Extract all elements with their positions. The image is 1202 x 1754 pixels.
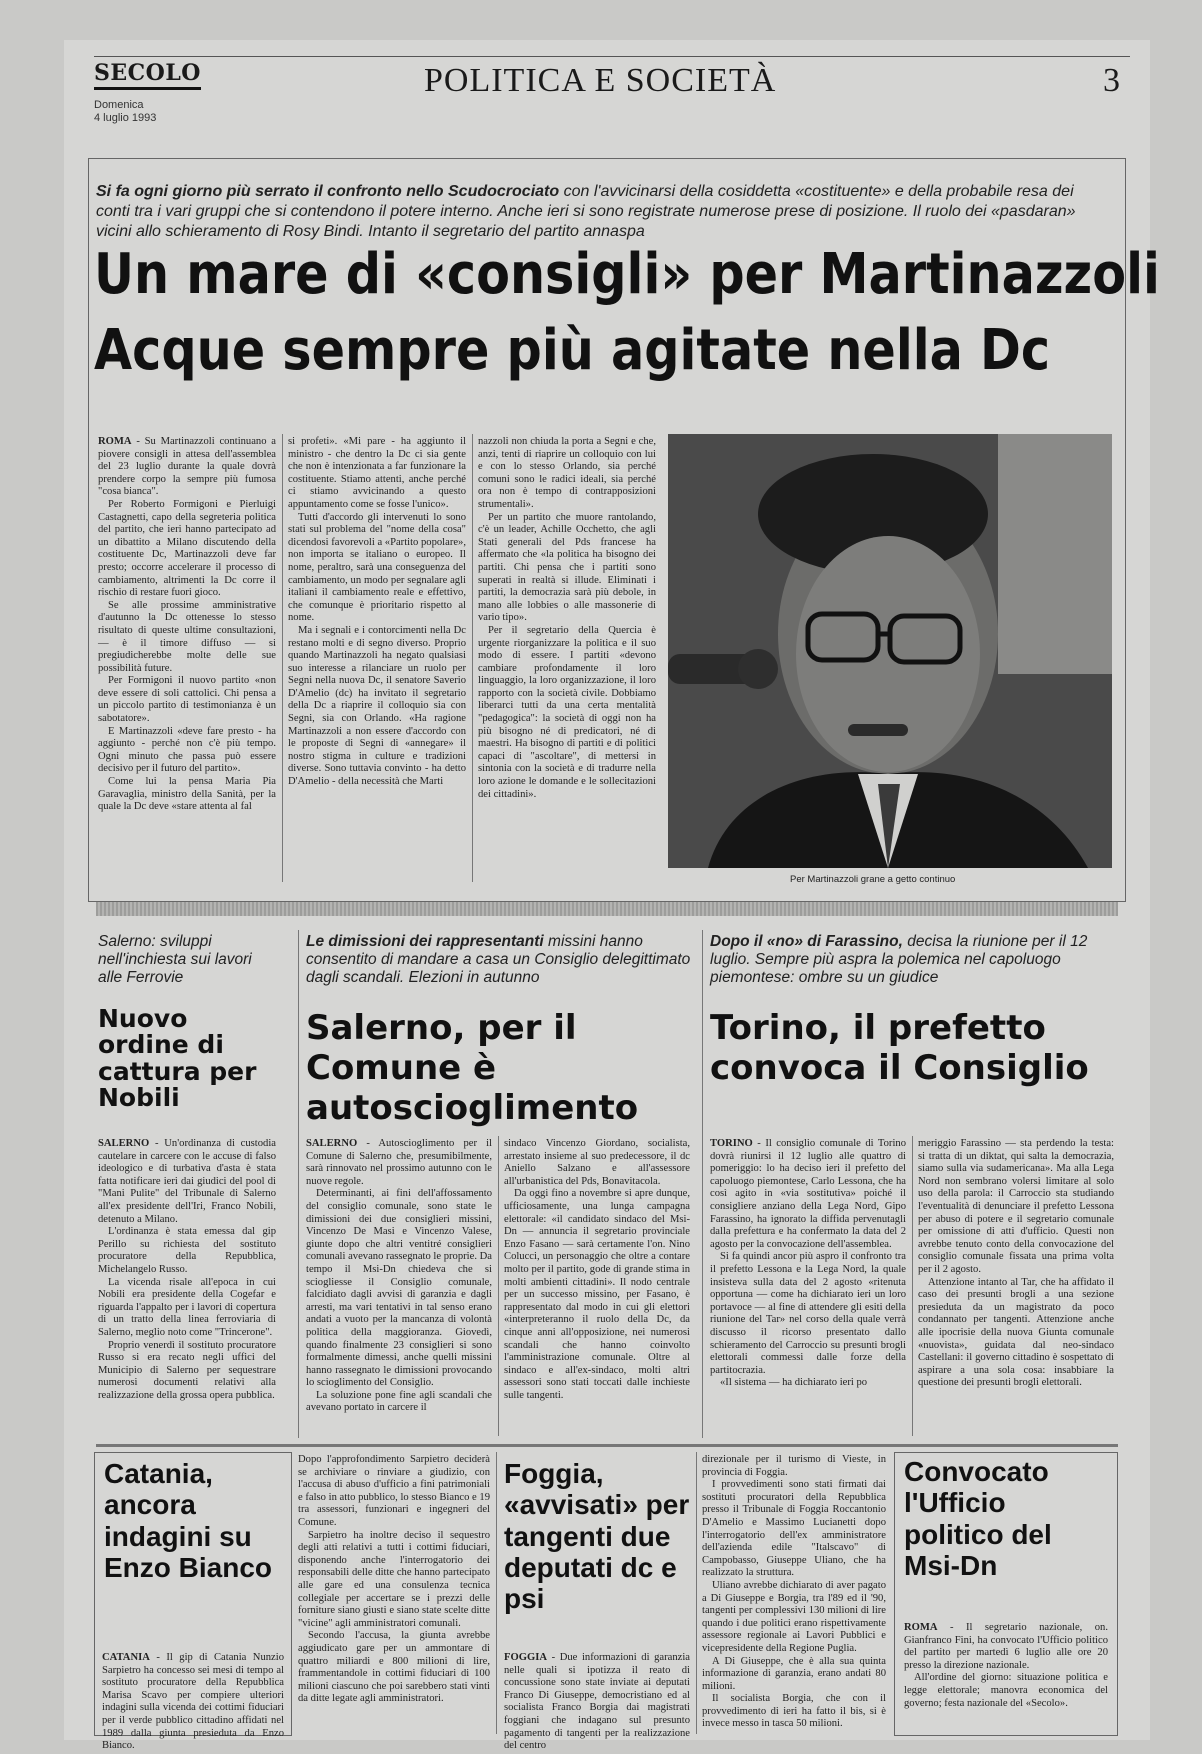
lead-headline-1: Un mare di «consigli» per Martinazzoli xyxy=(94,242,1160,307)
paragraph: Per il segretario della Quercia è urgente riorganizzare la politica e il suo modo di essere. I partiti «devono cambiare profondamente il loro linguaggio, la loro organizzazione, il loro rapporto con la società civile. Dobbiamo liberarci tutti da una certa mentalità "pedagogica": la società di oggi non ha più bisogno né di predicatori, né di maestri. Ha bisogno di partiti e di politici capaci di "ascoltare", di mettersi in sintonia con la società e di tradurre nella loro azione le domande e le sollecitazioni dei cittadini». xyxy=(478,624,656,800)
lead-column-3 xyxy=(478,436,656,880)
paragraph: si profeti». «Mi pare - ha aggiunto il ministro - che dentro la Dc ci sia gente che non è intenzionata a far funzionare la costituente. Stiamo attenti, anche perché ci stiamo avvicinando a questo appuntamento come se fosse l'unico». xyxy=(288,436,466,510)
paragraph: ROMA - Su Martinazzoli continuano a piovere consigli in attesa dell'assemblea del 23 luglio durante la quale dovrà prendere corpo la sempre più fumosa "cosa bianca". xyxy=(98,436,276,498)
paragraph: Secondo l'accusa, la giunta avrebbe aggiudicato gare per un ammontare di quattro miliardi e 800 milioni di lire, frammentandole in cottimi fiduciari di 100 milioni ciascuno che poi sarebbero stati vinti da ditte legate agli amministratori. xyxy=(298,1630,490,1705)
top-rule xyxy=(94,56,1130,57)
msi-headline: Convocato l'Ufficio politico del Msi-Dn xyxy=(904,1456,1052,1582)
paragraph: A Di Giuseppe, che è alla sua quinta informazione di garanzia, erano andati 80 milioni. xyxy=(702,1655,886,1692)
paragraph: SALERNO - Un'ordinanza di custodia cautelare in carcere con le accuse di falso ideologico e di turbativa d'asta è stata fatta notificare ieri dai giudici del pool di "Mani Pulite" del Tribunale di Salerno all'ex presidente dell'Iri, Franco Nobili, detenuto a Milano. xyxy=(98,1138,276,1225)
column-divider xyxy=(696,1452,697,1734)
lead-kicker-bold: Si fa ogni giorno più serrato il confronto nello Scudocrociato xyxy=(96,183,560,200)
dateline: SALERNO xyxy=(306,1138,358,1149)
ferrovie-body xyxy=(98,1138,276,1436)
photo-caption: Per Martinazzoli grane a getto continuo xyxy=(790,874,956,885)
paragraph: Determinanti, ai fini dell'affossamento del consiglio comunale, sono state le dimissioni dei due consiglieri missini, Vincenzo De Masi e Vincenzo Valese, giunte dopo che altri ventitré consiglieri comunali avevano rassegnato le proprie. Da tempo il Msi-Dn chiedeva che si sciogliesse il Consiglio comunale, falcidiato dagli avvisi di garanzia e dagli arresti, ma vari tentativi in tal senso erano andati a vuoto per la mancanza di volontà politica della maggioranza. Giovedì, quando finalmente 23 consiglieri si sono formalmente dimessi, anche quelli missini hanno rassegnato le dimissioni provocando lo scioglimento del Consiglio. xyxy=(306,1188,492,1389)
torino-kicker-bold: Dopo il «no» di Farassino, xyxy=(710,933,903,950)
paragraph: Dopo l'approfondimento Sarpietro deciderà se archiviare o rinviare a giudizio, con l'accusa di abuso d'ufficio a fini patrimoniali e falso in atto pubblico, lo stesso Bianco e 19 tra assessori, funzionari e ingegneri del Comune. xyxy=(298,1454,490,1528)
column-divider xyxy=(496,1452,497,1734)
paragraph: FOGGIA - Due informazioni di garanzia nelle quali si ipotizza il reato di concussione sono state inviate ai deputati Franco Di Giuseppe, democristiano ed al socialista Franco Borgia dai magistrati foggiani che indagano sul presunto pagamento di tangenti per la realizzazione del centro xyxy=(504,1652,690,1752)
paragraph: Se alle prossime amministrative d'autunno la Dc ottenesse lo stesso risultato di queste ultime consultazioni, — è il timore diffuso — si pregiudicherebbe molte delle sue possibilità future. xyxy=(98,599,276,674)
lead-kicker-rest: con l'avvicinarsi della cosiddetta «costituente» e della probabile resa dei conti tra i vari gruppi che si contendono il potere interno. Anche ieri si sono registrate numerose prese di posizione. Il ruolo dei «pasdaran» vicini allo schieramento di Rosy Bindi. Intanto il segretario del partito annaspa xyxy=(96,183,1076,240)
lead-headline-2: Acque sempre più agitate nella Dc xyxy=(94,318,1051,383)
paragraph: Uliano avrebbe dichiarato di aver pagato a Di Giuseppe e Borgia, tra l'89 ed il '90, tangenti per complessivi 130 milioni di lire quando i due politici erano rispettivamente assessore regionale ai Lavori Pubblici e vicepresidente della Regione Puglia. xyxy=(702,1579,886,1654)
paragraph: SALERNO - Autoscioglimento per il Comune di Salerno che, presumibilmente, sarà rinnovato nel prossimo autunno con le nuove regole. xyxy=(306,1138,492,1187)
paragraph: Si fa quindi ancor più aspro il confronto tra il prefetto Lessona e la Lega Nord, la quale insisteva sulla data del 2 agosto «ritenuta opportuna — come ha dichiarato ieri un loro portavoce — al fine di attendere gli esiti della riunione del Tar» nel corso della quale verrà discusso il ricorso presentato dallo schieramento del Carroccio su presunti brogli elettorali commessi dalle forze della partitocrazia. xyxy=(710,1251,906,1376)
msi-body xyxy=(904,1622,1108,1732)
paragraph: Da oggi fino a novembre si apre dunque, ufficiosamente, una lunga campagna elettorale: «il candidato sindaco del Msi-Dn — annuncia il segretario provinciale Enzo Fasano — sarà certamente l'on. Nino Colucci, un personaggio che oltre a contare molto per il partito, gode di grande stima in molti ambienti cittadini». Il nodo centrale per un successo missino, per Fasano, è rappresentato dal modo in cui gli elettori «interpreteranno il ruolo della Dc, da cinque anni all'opposizione, nei numerosi scandali che hanno coinvolto l'amministrazione comunale. Oltre al sindaco e all'ex-sindaco, molti altri assessori sono stati toccati dalle inchieste sulle tangenti. xyxy=(504,1188,690,1401)
section-separator xyxy=(96,902,1118,916)
paragraph: E Martinazzoli «deve fare presto - ha aggiunto - perché non c'è più tempo. Ogni minuto che passa può essere decisivo per il futuro del partito». xyxy=(98,725,276,775)
paragraph: La soluzione pone fine agli scandali che avevano portato in carcere il xyxy=(306,1389,492,1414)
paragraph: Sarpietro ha inoltre deciso il sequestro degli atti relativi a tutti i cottimi fiduciari, disponendo anche l'interrogatorio dei responsabili delle ditte che hanno partecipato alle gare ed una consulenza tecnica collegiale per accertare se i prezzi delle forniture siano giusti e siano state scelte ditte "vicine" agli amministratori comunali. xyxy=(298,1529,490,1629)
catania-headline: Catania, ancora indagini su Enzo Bianco xyxy=(104,1458,273,1584)
foggia-column-2 xyxy=(702,1454,886,1734)
lead-column-1 xyxy=(98,436,276,880)
salerno-headline: Salerno, per il Comune è autoscioglimento xyxy=(306,1008,639,1128)
catania-column-2 xyxy=(298,1454,490,1734)
column-divider xyxy=(472,434,473,882)
paragraph: Attenzione intanto al Tar, che ha affidato il caso dei presunti brogli a una sezione presieduta da un magistrato da poco condannato per tangenti. Attenzione anche alle ipocrisie della nuova Giunta comunale «nuovista», guidata dal neo-sindaco Castellani: il governo cittadino è sospettato di aspirare a una sola cosa: insabbiare la questione dei presunti brogli elettorali. xyxy=(918,1276,1114,1389)
paragraph: CATANIA - Il gip di Catania Nunzio Sarpietro ha concesso sei mesi di tempo al sostituto procuratore della Repubblica Marisa Scavo per compiere ulteriori indagini sulla vicenda dei cottimi fiduciari per il verde pubblico cittadino affidati nel 1989 dalla giunta presieduta da Enzo Bianco. xyxy=(102,1652,284,1752)
paragraph: Il socialista Borgia, che con il provvedimento di ieri ha fatto il bis, si è invece messo in tasca 50 milioni. xyxy=(702,1693,886,1730)
paragraph: Ma i segnali e i contorcimenti nella Dc restano molti e di segno diverso. Proprio quando Martinazzoli ha negato qualsiasi suo interesse a rilanciare un ruolo per Segni nella nuova Dc, il senatore Saverio D'Amelio (dc) ha invitato il segretario della Dc a riaprire il colloquio sia con Segni, sia con Orlando. «Ha ragione Martinazzoli a non essere d'accordo con le proposte di Segni di «annegare» il nostro stigma in culture e tradizioni diverse. Sono tuttavia convinto - ha detto D'Amelio - della necessità che Marti xyxy=(288,624,466,788)
paragraph: meriggio Farassino — sta perdendo la testa: si tratta di un diktat, qui salta la democrazia, siamo sulla via sudamericana». Ma alla Lega Nord non sembrano volersi limitare al solo uso della parola: il Carroccio sta studiando l'eventualità di denunciare il prefetto Lessona per abuso di potere e il segretario comunale per omissione di atti d'ufficio. Questi non avrebbe tenuto conto della convocazione del consiglio comunale fissata una prima volta per il 2 agosto. xyxy=(918,1138,1114,1275)
salerno-column-2 xyxy=(504,1138,690,1436)
torino-kicker xyxy=(710,933,1120,987)
lead-column-2 xyxy=(288,436,466,880)
column-divider xyxy=(702,930,703,1438)
paragraph: ROMA - Il segretario nazionale, on. Gianfranco Fini, ha convocato l'Ufficio politico del partito per martedì 6 luglio alle ore 20 presso la direzione nazionale. xyxy=(904,1622,1108,1671)
paragraph: Come lui la pensa Maria Pia Garavaglia, ministro della Sanità, per la quale la Dc deve «stare attenta al fal xyxy=(98,776,276,813)
paragraph: La vicenda risale all'epoca in cui Nobili era presidente della Cogefar e riguarda l'appalto per i lavori di copertura di un tratto della linea ferroviaria di Salerno, meglio noto come "Trincerone". xyxy=(98,1276,276,1338)
dateline: TORINO xyxy=(710,1138,753,1149)
dateline: CATANIA xyxy=(102,1652,150,1663)
salerno-column-1 xyxy=(306,1138,492,1436)
dateline: ROMA xyxy=(98,436,132,447)
column-divider xyxy=(298,930,299,1438)
catania-column-1 xyxy=(102,1652,284,1752)
paragraph: Proprio venerdì il sostituto procuratore Russo si era recato negli uffici del Municipio di Salerno per sequestrare numerosi documenti relativi alla realizzazione della grossa opera pubblica. xyxy=(98,1339,276,1401)
paragraph: nazzoli non chiuda la porta a Segni e che, anzi, tenti di riaprire un colloquio con lui e con lo stesso Orlando, sia perché comuni sono le radici ideali, sia perché ora non è tempo di contrapposizioni strumentali». xyxy=(478,436,656,510)
foggia-headline: Foggia, «avvisati» per tangenti due deputati dc e psi xyxy=(504,1458,690,1615)
martinazzoli-photo xyxy=(668,434,1112,868)
paragraph: Per un partito che muore rantolando, c'è un leader, Achille Occhetto, che agli Stati generali del Pds francese ha affermato che «la politica ha bisogno dei partiti. Chi pensa che i partiti sono superati in realtà si illude. Eliminati i partiti, la democrazia sarà più debole, in mano alle lobbies o alle massonerie di vario tipo». xyxy=(478,511,656,624)
page-number: 3 xyxy=(1103,62,1120,99)
paragraph: sindaco Vincenzo Giordano, socialista, arrestato insieme al suo predecessore, il dc Aniello Salzano e all'assessore all'urbanistica del Pds, Bonavitacola. xyxy=(504,1138,690,1187)
paragraph: I provvedimenti sono stati firmati dai sostituti procuratori della Repubblica presso il Tribunale di Foggia Roccantonio D'Amelio e Massimo Lucianetti dopo l'interrogatorio dell'ex amministratore dell'azienda edile "Italscavo" di Campobasso, Giuseppe Uliano, che ha realizzato la struttura. xyxy=(702,1479,886,1579)
dateline: FOGGIA xyxy=(504,1652,547,1663)
masthead-date: 4 luglio 1993 xyxy=(94,112,157,124)
paragraph: direzionale per il turismo di Vieste, in provincia di Foggia. xyxy=(702,1454,886,1478)
torino-headline: Torino, il prefetto convoca il Consiglio xyxy=(710,1008,1089,1088)
lead-kicker xyxy=(96,182,1106,242)
ferrovie-kicker: Salerno: sviluppi nell'inchiesta sui lavori alle Ferrovie xyxy=(98,933,252,986)
torino-column-2 xyxy=(918,1138,1114,1436)
ferrovie-headline: Nuovo ordine di cattura per Nobili xyxy=(98,1004,257,1112)
paragraph: Per Roberto Formigoni e Pierluigi Castagnetti, capo della segreteria politica del partito, che ieri hanno partecipato ad un dibattito a Milano discutendo della costituente Dc, Martinazzoli deve far presto; occorre accelerare il processo di cambiamento, altrimenti la Dc corre il rischio di restare fuori gioco. xyxy=(98,498,276,599)
paragraph: «Il sistema — ha dichiarato ieri po xyxy=(720,1377,868,1389)
torino-column-1 xyxy=(710,1138,906,1436)
paragraph: L'ordinanza è stata emessa dal gip Perillo su richiesta del sostituto procuratore della Repubblica, Michelangelo Russo. xyxy=(98,1226,276,1275)
masthead-logo: SECOLO xyxy=(94,60,201,90)
column-divider xyxy=(282,434,283,882)
paragraph: All'ordine del giorno: situazione politica e legge elettorale; manovra economica del governo; festa nazionale del «Secolo». xyxy=(904,1672,1108,1709)
masthead-day: Domenica xyxy=(94,99,144,111)
paragraph: Tutti d'accordo gli intervenuti lo sono stati sul problema del "nome della cosa" dicendosi favorevoli a «Partito popolare», non importa se italiano o europeo. Il nome, peraltro, sarà una conseguenza del cambiamento, un modo per segnalare agli italiani il cambiamento reale e effettivo, che comunque è prioritario rispetto al nome. xyxy=(288,511,466,624)
bottom-rule xyxy=(96,1444,1118,1447)
dateline: ROMA xyxy=(904,1622,938,1633)
salerno-kicker-bold: Le dimissioni dei rappresentanti xyxy=(306,933,544,950)
dateline: SALERNO xyxy=(98,1138,150,1149)
foggia-column-1 xyxy=(504,1652,690,1752)
portrait-illustration xyxy=(668,434,1112,868)
salerno-kicker xyxy=(306,933,698,987)
paragraph: Per Formigoni il nuovo partito «non deve essere di soli cattolici. Chi pensa a un piccolo partito di testimonianza è un sabotatore». xyxy=(98,675,276,725)
section-title: POLITICA E SOCIETÀ xyxy=(424,62,777,99)
salerno-kicker-rest: missini hanno consentito di mandare a casa un Consiglio delegittimato dagli scandali. Elezioni in autunno xyxy=(306,933,691,986)
column-divider xyxy=(912,1136,913,1436)
paragraph: TORINO - Il consiglio comunale di Torino dovrà riunirsi il 12 luglio alle quattro di pomeriggio: lo ha deciso ieri il prefetto del capoluogo piemontese, Carlo Lessona, che ha così agito in «via sostitutiva» poiché il consigliere anziano della Lega Nord, Gipo Farassino, ha ignorato la diffida pervenutagli dalla prefettura e ha confermato la data del 2 agosto per la convocazione dell'assemblea. xyxy=(710,1138,906,1250)
column-divider xyxy=(498,1136,499,1436)
torino-kicker-rest: decisa la riunione per il 12 luglio. Sempre più aspra la polemica nel capoluogo piemontese: ombre su un giudice xyxy=(710,933,1088,986)
newspaper-page xyxy=(64,40,1160,1752)
